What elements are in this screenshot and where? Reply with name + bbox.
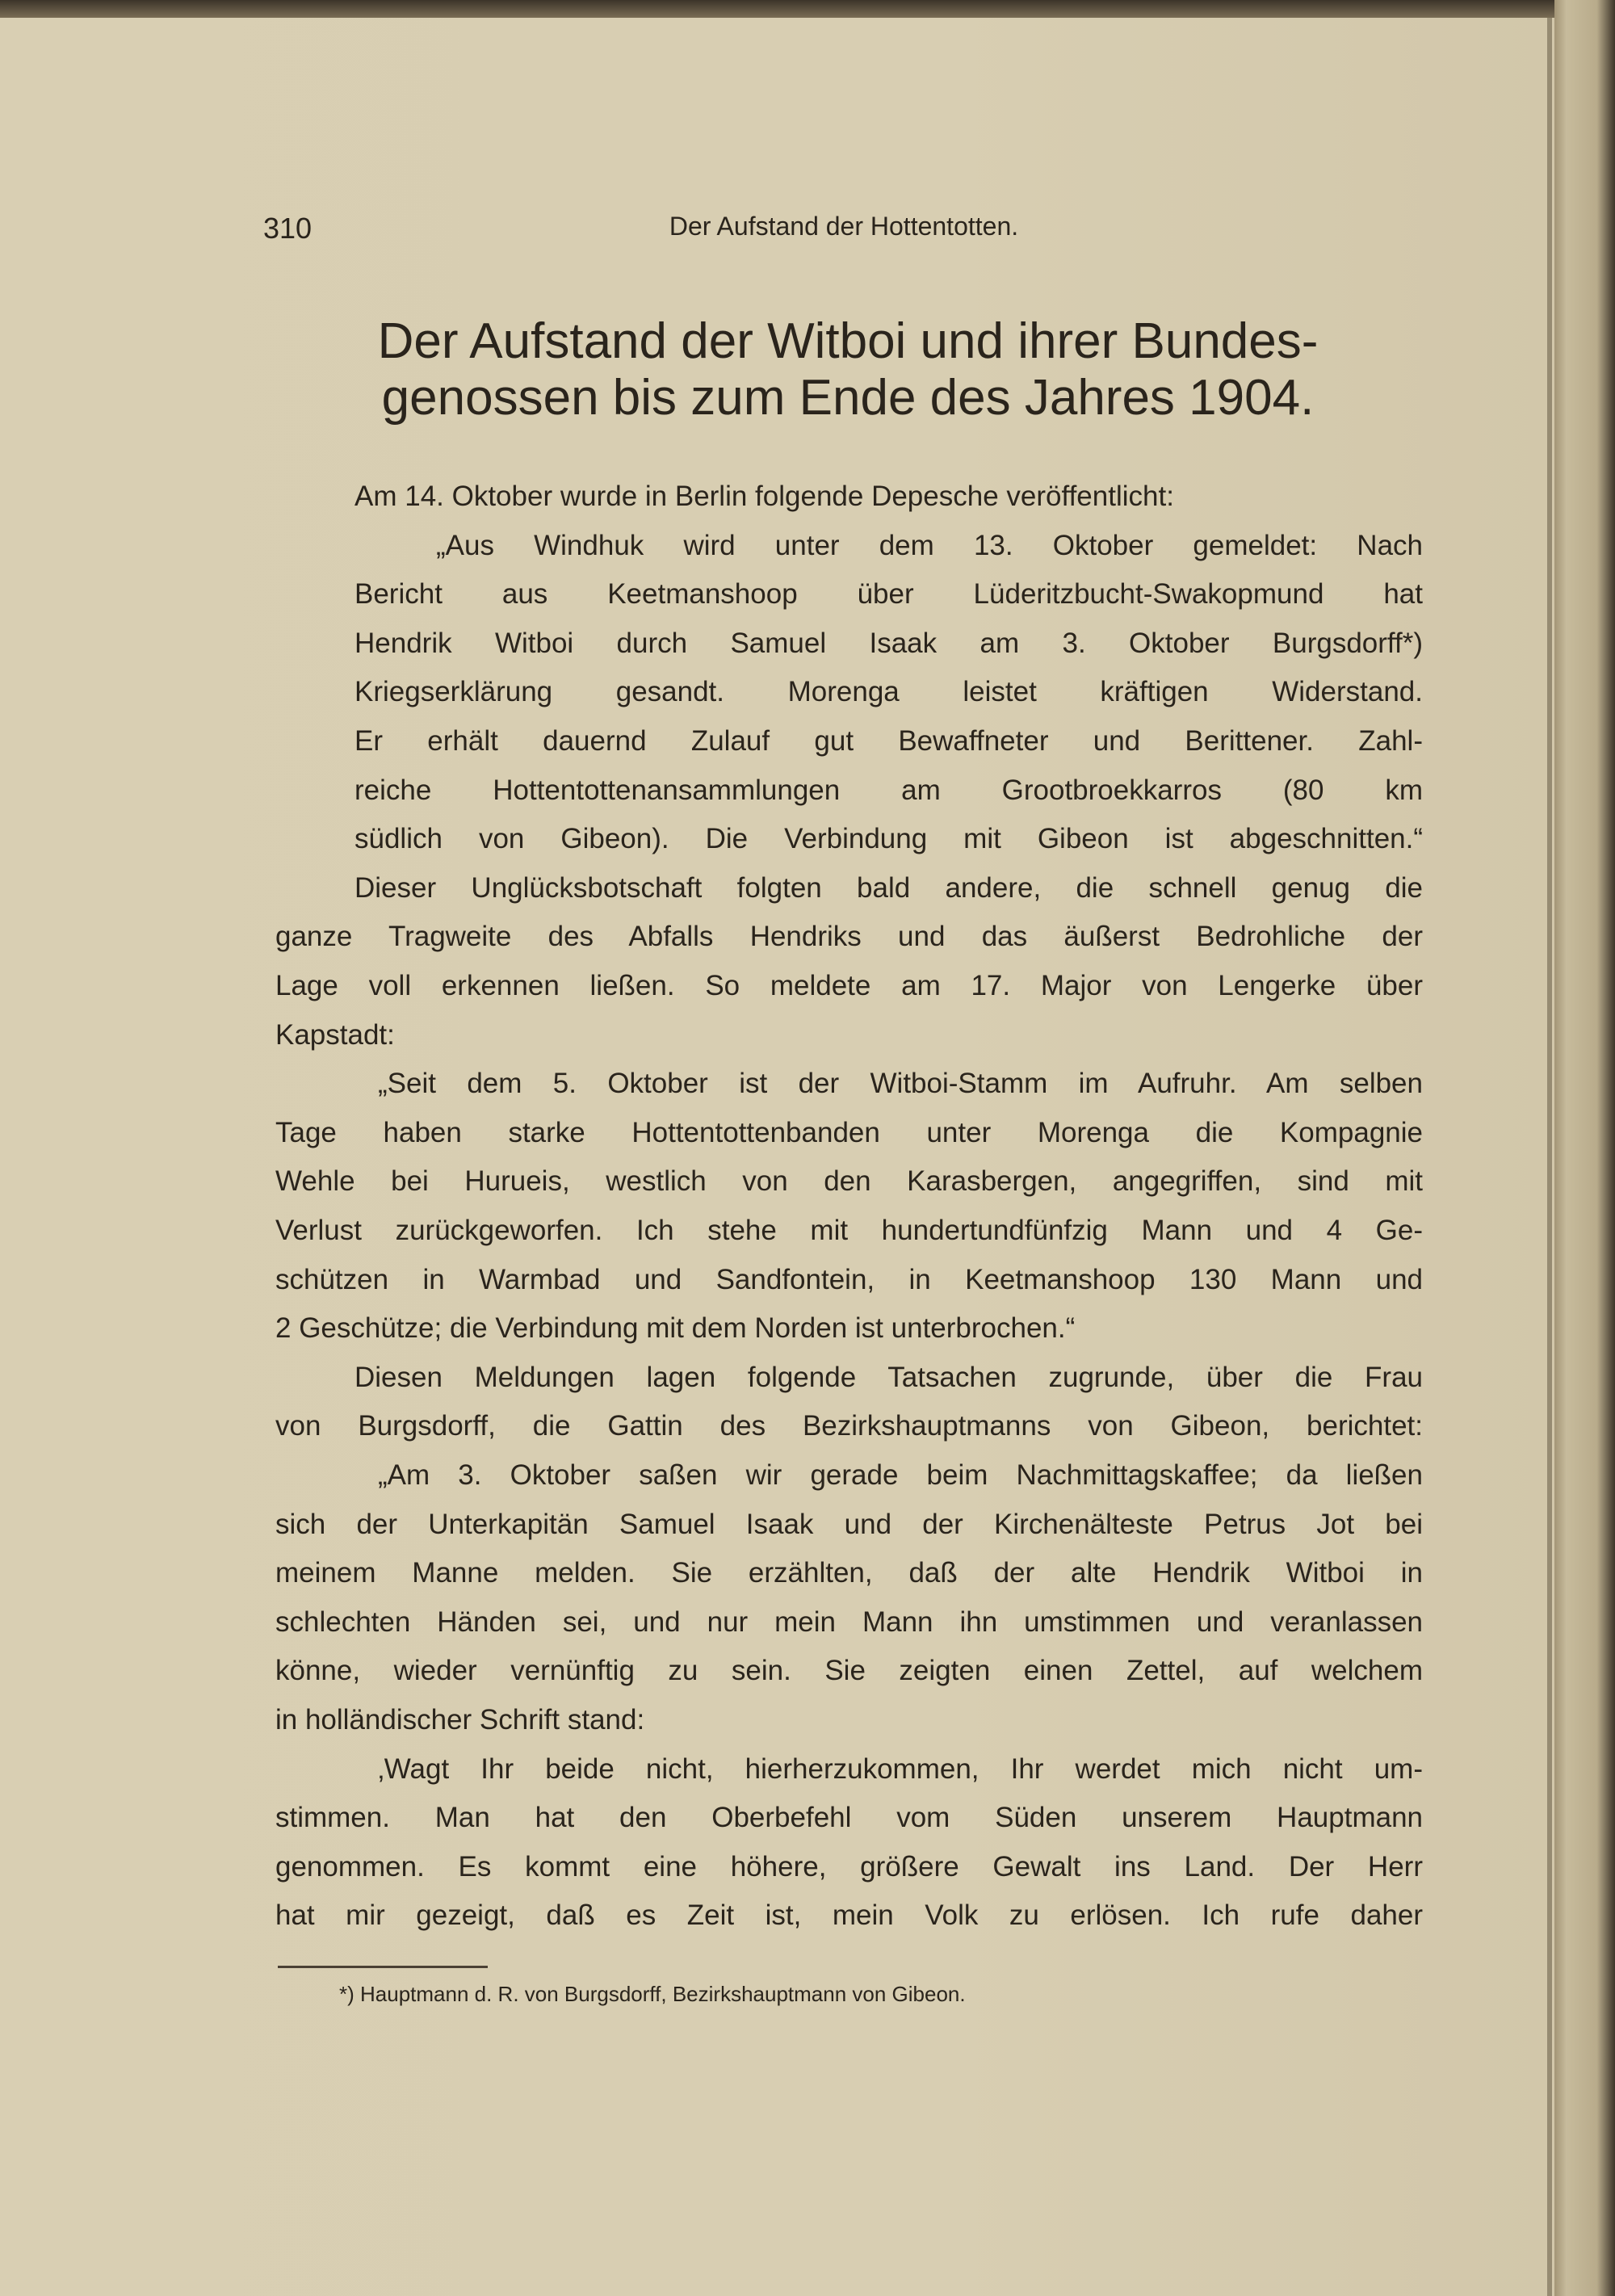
text-line: hat mir gezeigt, daß es Zeit ist, mein Volk zu erlösen. Ich rufe daher [275, 1899, 1423, 1932]
chapter-title-line-1: Der Aufstand der Witboi und ihrer Bundes- [377, 313, 1319, 369]
page-fold-shadow [1547, 18, 1552, 2296]
text-line: Dieser Unglücksbotschaft folgten bald andere, die schnell genug die [354, 871, 1423, 904]
text-line: stimmen. Man hat den Oberbefehl vom Süden unserem Hauptmann [275, 1802, 1423, 1834]
text-line: „Aus Windhuk wird unter dem 13. Oktober gemeldet: Nach [436, 529, 1423, 561]
scan-right-edge [1554, 0, 1615, 2296]
chapter-title-line-2: genossen bis zum Ende des Jahres 1904. [381, 370, 1315, 426]
text-line: Wehle bei Hurueis, westlich von den Karasbergen, angegriffen, sind mit [275, 1165, 1423, 1198]
text-line: von Burgsdorff, die Gattin des Bezirkshauptmanns von Gibeon, berichtet: [275, 1410, 1423, 1442]
text-line: sich der Unterkapitän Samuel Isaak und der Kirchenälteste Petrus Jot bei [275, 1508, 1423, 1540]
text-line: schlechten Händen sei, und nur mein Mann ihn umstimmen und veranlassen [275, 1606, 1423, 1638]
text-line: ganze Tragweite des Abfalls Hendriks und das äußerst Bedrohliche der [275, 921, 1423, 953]
text-line: „Am 3. Oktober saßen wir gerade beim Nachmittagskaffee; da ließen [378, 1459, 1423, 1491]
text-line: genommen. Es kommt eine höhere, größere Gewalt ins Land. Der Herr [275, 1850, 1423, 1883]
running-title: Der Aufstand der Hottentotten. [669, 212, 1019, 241]
text-line: könne, wieder vernünftig zu sein. Sie zeigten einen Zettel, auf welchem [275, 1655, 1423, 1687]
text-line: Er erhält dauernd Zulauf gut Bewaffneter und Berittener. Zahl- [354, 725, 1423, 757]
text-line: Lage voll erkennen ließen. So meldete am 17. Major von Lengerke über [275, 970, 1423, 1001]
text-line: in holländischer Schrift stand: [275, 1704, 645, 1736]
scan-top-edge [0, 0, 1615, 18]
text-line: Tage haben starke Hottentottenbanden unter Morenga die Kompagnie [275, 1116, 1423, 1148]
text-line: Bericht aus Keetmanshoop über Lüderitzbucht-Swakopmund hat [354, 578, 1423, 611]
text-line: reiche Hottentottenansammlungen am Grootbroekkarros (80 km [354, 774, 1423, 806]
text-line: Am 14. Oktober wurde in Berlin folgende Depesche veröffentlicht: [354, 481, 1174, 512]
text-line: „Seit dem 5. Oktober ist der Witboi-Stamm im Aufruhr. Am selben [378, 1068, 1423, 1100]
text-line: Hendrik Witboi durch Samuel Isaak am 3. Oktober Burgsdorff*) [354, 627, 1423, 659]
footnote: *) Hauptmann d. R. von Burgsdorff, Bezirkshauptmann von Gibeon. [339, 1982, 966, 2006]
text-line: Kapstadt: [275, 1018, 395, 1051]
text-line: Diesen Meldungen lagen folgende Tatsachen zugrunde, über die Frau [354, 1361, 1423, 1393]
text-line: schützen in Warmbad und Sandfontein, in Keetmanshoop 130 Mann und [275, 1263, 1423, 1295]
text-line: Kriegserklärung gesandt. Morenga leistet kräftigen Widerstand. [354, 676, 1423, 708]
text-line: 2 Geschütze; die Verbindung mit dem Norden ist unterbrochen.“ [275, 1312, 1076, 1345]
text-line: ‚Wagt Ihr beide nicht, hierherzukommen, Ihr werdet mich nicht um- [378, 1752, 1423, 1785]
text-line: südlich von Gibeon). Die Verbindung mit Gibeon ist abgeschnitten.“ [354, 823, 1423, 855]
footnote-rule [278, 1966, 488, 1968]
text-line: meinem Manne melden. Sie erzählten, daß der alte Hendrik Witboi in [275, 1557, 1423, 1589]
text-line: Verlust zurückgeworfen. Ich stehe mit hundertundfünfzig Mann und 4 Ge- [275, 1215, 1423, 1246]
page-number: 310 [263, 212, 313, 245]
